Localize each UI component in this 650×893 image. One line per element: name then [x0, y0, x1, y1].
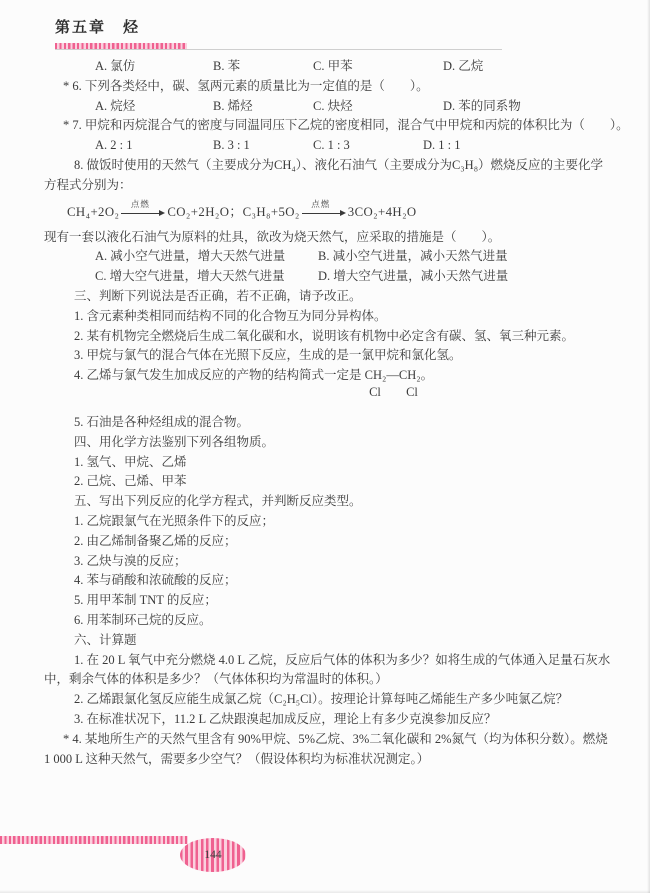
- reaction-arrow-icon: [121, 198, 165, 217]
- section-3-item: 5. 石油是各种烃组成的混合物。: [74, 414, 250, 429]
- question-8-stem-line1: 8. 做饭时使用的天然气（主要成分为CH₄）、液化石油气（主要成分为C₃H₈）燃烧反应的主要化学: [74, 157, 604, 172]
- choice-option: A. 烷烃: [95, 98, 136, 113]
- section-5-item: 5. 用甲苯制 TNT 的反应；: [74, 593, 217, 608]
- ignite-condition-label: 点燃: [311, 198, 331, 209]
- section-5-title: 五、写出下列反应的化学方程式，并判断反应类型。: [74, 494, 362, 509]
- section-5-item: 3. 乙炔与溴的反应；: [74, 553, 187, 568]
- structural-formula-top: CH₂—CH₂: [364, 368, 421, 383]
- item-4-period: 。: [420, 368, 434, 383]
- choice-option: B. 3 : 1: [213, 138, 250, 153]
- question-8-followup: 现有一套以液化石油气为原料的灶具，欲改为烧天然气，应采取的措施是（ ）。: [44, 229, 501, 244]
- choice-option: B. 苯: [213, 59, 241, 73]
- chlorine-label: Cl: [406, 384, 418, 399]
- section-3-item: 1. 含元素种类相同而结构不同的化合物互为同分异构体。: [74, 308, 387, 323]
- chlorine-substituent: [399, 386, 425, 399]
- section-6-q1-line1: 1. 在 20 L 氧气中充分燃烧 4.0 L 乙烷，反应后气体的体积为多少？如将生成的气体通入足量石灰水: [74, 652, 611, 667]
- section-3-item: 3. 甲烷与氯气的混合气体在光照下反应，生成的是一氯甲烷和氯化氢。: [74, 348, 462, 363]
- choice-option: D. 1 : 1: [423, 138, 461, 153]
- chlorine-substituent: [362, 386, 388, 399]
- section-5-item: 4. 苯与硝酸和浓硫酸的反应；: [74, 573, 237, 588]
- choice-option: D. 乙烷: [443, 59, 484, 73]
- header-rule-line: [55, 49, 502, 50]
- section-6-q3: 3. 在标准状况下，11.2 L 乙炔跟溴起加成反应，理论上有多少克溴参加反应？: [74, 711, 497, 726]
- section-6-q4-line2: 1 000 L 这种天然气，需要多少空气？（假设体积均为标准状况测定。）: [44, 751, 430, 766]
- q8-options-row-ab: [44, 247, 619, 267]
- choice-option: B. 减小空气进量，减小天然气进量: [318, 249, 508, 264]
- equation-left-2: C₃H₈+5O₂: [242, 204, 300, 219]
- section-5-item: 1. 乙烷跟氯气在光照条件下的反应；: [74, 513, 275, 528]
- equation-right-2: 3CO₂+4H₂O: [347, 204, 417, 219]
- section-6-title: 六、计算题: [74, 632, 137, 647]
- section-6-q4-line1: * 4. 某地所生产的天然气里含有 90%甲烷、5%乙烷、3%二氧化碳和 2%氮气（均为体积分数）。燃烧: [63, 731, 608, 746]
- exercise-page-body: [44, 57, 629, 769]
- q8-options-row-cd: [44, 267, 619, 287]
- item-4-text: 4. 乙烯与氯气发生加成反应的产物的结构简式一定是: [74, 368, 365, 383]
- section-3-title: 三、判断下列说法是否正确，若不正确，请予改正。: [74, 288, 362, 303]
- section-4-title: 四、用化学方法鉴别下列各组物质。: [74, 434, 275, 449]
- q7-options-row: [44, 136, 619, 156]
- question-6-stem: * 6. 下列各类烃中，碳、氢两元素的质量比为一定值的是（ ）。: [63, 78, 429, 93]
- section-6-q2: 2. 乙烯跟氯化氢反应能生成氯乙烷（C₂H₅Cl）。按理论计算每吨乙烯能生产多少吨氯乙烷？: [74, 692, 569, 707]
- choice-option: C. 1 : 3: [313, 138, 350, 153]
- chlorine-label: Cl: [369, 384, 381, 399]
- reaction-arrow-icon: [302, 198, 346, 217]
- section-5-item: 6. 用苯制环己烷的反应。: [74, 612, 212, 627]
- choice-option: D. 苯的同系物: [443, 98, 521, 113]
- question-8-stem-line2: 方程式分别为：: [44, 177, 132, 192]
- chapter-title: 第五章 烃: [55, 20, 141, 36]
- choice-option: D. 增大空气进量，减小天然气进量: [318, 269, 509, 284]
- section-4-item: 1. 氢气、甲烷、乙烯: [74, 454, 187, 469]
- combustion-equations: [44, 196, 619, 228]
- choice-option: A. 氯仿: [95, 59, 136, 73]
- equation-right-1: CO₂+2H₂O；: [167, 204, 243, 219]
- q5-options-row: [44, 57, 619, 77]
- section-4-item: 2. 己烷、己烯、甲苯: [74, 474, 187, 489]
- structural-formula-bonds: [44, 386, 619, 413]
- equation-left-1: CH₄+2O₂: [67, 204, 120, 219]
- choice-option: B. 烯烃: [213, 98, 253, 113]
- q6-options-row: [44, 97, 619, 117]
- choice-option: C. 炔烃: [313, 98, 353, 113]
- section-5-item: 2. 由乙烯制备聚乙烯的反应；: [74, 533, 237, 548]
- page-number-badge: [180, 838, 246, 872]
- section-3-item-4: [44, 366, 619, 386]
- choice-option: A. 2 : 1: [95, 138, 133, 153]
- question-7-stem: * 7. 甲烷和丙烷混合气的密度与同温同压下乙烷的密度相同，混合气中甲烷和丙烷的体积比为（ ）。: [63, 118, 629, 133]
- footer-stripe-decoration: [0, 836, 188, 844]
- choice-option: A. 减小空气进量，增大天然气进量: [95, 249, 286, 264]
- choice-option: C. 甲苯: [313, 59, 353, 73]
- section-3-item: 2. 某有机物完全燃烧后生成二氧化碳和水，说明该有机物中必定含有碳、氢、氧三种元素。: [74, 328, 575, 343]
- page-number: 144: [204, 849, 222, 861]
- ignite-condition-label: 点燃: [130, 198, 150, 209]
- section-6-q1-line2: 中，剩余气体的体积是多少？（气体体积均为常温时的体积。）: [44, 672, 388, 687]
- choice-option: C. 增大空气进量，增大天然气进量: [95, 269, 285, 284]
